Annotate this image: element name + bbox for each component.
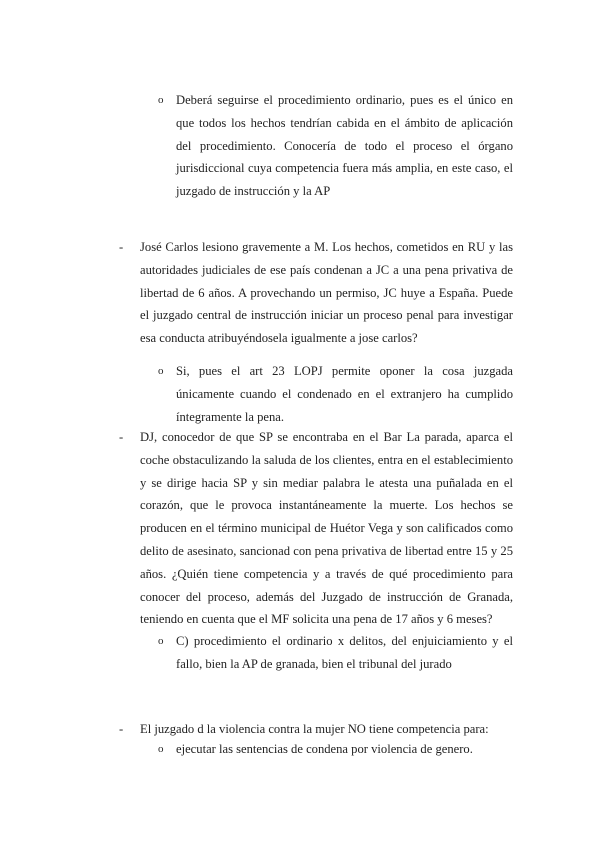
answer-item [158, 360, 513, 428]
answer-text: C) procedimiento el ordinario x delitos, del enjuiciamiento y el fallo, bien la AP de granada, bien el tribunal del jurado [176, 634, 513, 671]
dash-marker: - [119, 240, 124, 254]
question-item [119, 236, 513, 350]
answer-item [158, 738, 513, 761]
question-text: DJ, conocedor de que SP se encontraba en el Bar La parada, aparca el coche obstaculizando la saluda de los clientes, entra en el establecimiento y se dirige hacia SP y sin mediar palabra le atesta una puñalada en el corazón, que le provoca instantáneamente la muerte. Los hechos se producen en el término municipal de Huétor Vega y son calificados como delito de asesinato, sancionad con pena privativa de libertad entre 15 y 25 años. ¿Quién tiene competencia y a través de qué procedimiento para conocer del proceso, además del Juzgado de instrucción de Granada, teniendo en cuenta que el MF solicita una pena de 17 años y 6 meses? [140, 430, 513, 627]
question-text: El juzgado d la violencia contra la mujer NO tiene competencia para: [140, 722, 489, 736]
bullet-marker: o [158, 635, 164, 647]
answer-item [158, 89, 513, 203]
answer-text: Deberá seguirse el procedimiento ordinario, pues es el único en que todos los hechos tendrían cabida en el ámbito de aplicación del procedimiento. Conocería de todo el proceso el órgano jurisdiccional cuya competencia fuera más amplia, en este caso, el juzgado de instrucción y la AP [176, 93, 513, 199]
answer-text: ejecutar las sentencias de condena por violencia de genero. [176, 742, 473, 756]
answer-item [158, 630, 513, 676]
dash-marker: - [119, 722, 124, 736]
question-text: José Carlos lesiono gravemente a M. Los hechos, cometidos en RU y las autoridades judiciales de ese país condenan a JC a una pena privativa de libertad de 6 años. A provechando un permiso, JC huye a España. Puede el juzgado central de instrucción iniciar un proceso penal para investigar esa conducta atribuyéndosela igualmente a jose carlos? [140, 240, 513, 346]
answer-text: Si, pues el art 23 LOPJ permite oponer la cosa juzgada únicamente cuando el condenado en el extranjero ha cumplido íntegramente la pena. [176, 364, 513, 424]
bullet-marker: o [158, 94, 164, 106]
bullet-marker: o [158, 365, 164, 377]
bullet-marker: o [158, 743, 164, 755]
question-item [119, 426, 513, 631]
dash-marker: - [119, 430, 124, 444]
